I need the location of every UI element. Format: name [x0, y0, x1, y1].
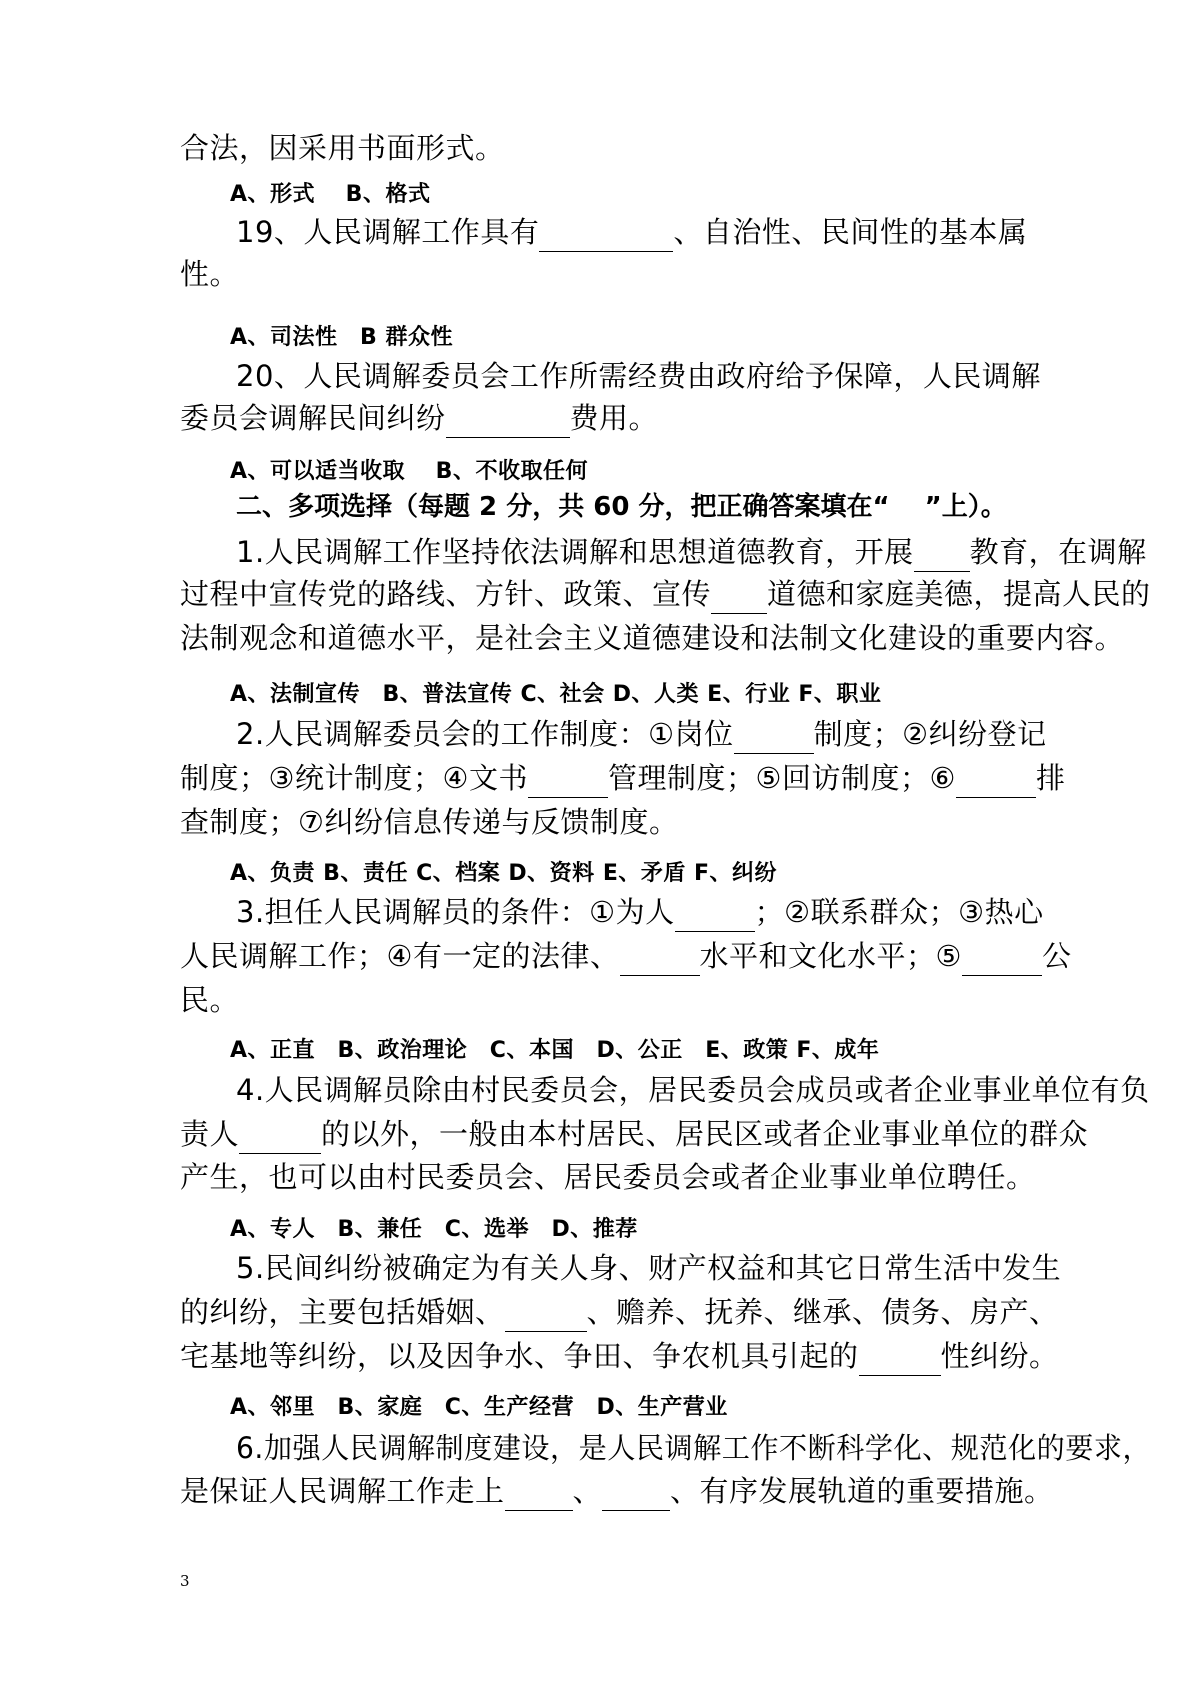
text-line: 法制观念和道德水平，是社会主义道德建设和法制文化建设的重要内容。: [180, 621, 1125, 655]
multi-question-1: 1.人民调解工作坚持依法调解和思想道德教育，开展 教育，在调解: [236, 532, 1147, 572]
text-line: 查制度；⑦纠纷信息传递与反馈制度。: [180, 805, 679, 839]
multi-question-5: 5.民间纠纷被确定为有关人身、财产权益和其它日常生活中发生: [236, 1251, 1062, 1285]
answer-blank[interactable]: [956, 763, 1036, 798]
options-m4: A、专人 B、兼任 C、选举 D、推荐: [230, 1217, 638, 1242]
text-line: 是保证人民调解工作走上 、 、有序发展轨道的重要措施。: [180, 1471, 1054, 1511]
options-m3: A、正直 B、政治理论 C、本国 D、公正 E、政策 F、成年: [230, 1038, 880, 1063]
text-line: 合法，因采用书面形式。: [180, 131, 505, 165]
text-line: 委员会调解民间纠纷 费用。: [180, 398, 658, 438]
question-19: 19、人民调解工作具有 、自治性、民间性的基本属: [236, 212, 1027, 252]
text-line: 人民调解工作；④有一定的法律、 水平和文化水平；⑤ 公: [180, 936, 1072, 976]
options-q19: A、司法性 B 群众性: [230, 325, 453, 350]
answer-blank[interactable]: [505, 1476, 573, 1511]
options-q18: A、形式 B、格式: [230, 182, 431, 207]
answer-blank[interactable]: [914, 537, 970, 572]
answer-blank[interactable]: [528, 763, 608, 798]
section-heading-multiple-choice: 二、多项选择（每题 2 分，共 60 分，把正确答案填在“ ”上）。: [236, 492, 1007, 522]
answer-blank[interactable]: [239, 1119, 321, 1154]
options-m1: A、法制宣传 B、普法宣传 C、社会 D、人类 E、行业 F、职业: [230, 682, 882, 707]
text-line: 责人 的以外，一般由本村居民、居民区或者企业事业单位的群众: [180, 1114, 1088, 1154]
options-q20: A、可以适当收取 B、不收取任何: [230, 459, 588, 484]
options-m2: A、负责 B、责任 C、档案 D、资料 E、矛盾 F、纠纷: [230, 861, 778, 886]
multi-question-2: 2.人民调解委员会的工作制度：①岗位 制度；②纠纷登记: [236, 714, 1047, 754]
question-20: 20、人民调解委员会工作所需经费由政府给予保障，人民调解: [236, 359, 1041, 393]
answer-blank[interactable]: [446, 403, 570, 438]
options-m5: A、邻里 B、家庭 C、生产经营 D、生产营业: [230, 1395, 728, 1420]
answer-blank[interactable]: [602, 1476, 670, 1511]
text-line: 的纠纷，主要包括婚姻、 、赡养、抚养、继承、债务、房产、: [180, 1292, 1059, 1332]
text-line: 制度；③统计制度；④文书 管理制度；⑤回访制度；⑥ 排: [180, 758, 1066, 798]
multi-question-3: 3.担任人民调解员的条件：①为人 ；②联系群众；③热心: [236, 892, 1044, 932]
answer-blank[interactable]: [962, 941, 1042, 976]
text-line: 产生，也可以由村民委员会、居民委员会或者企业事业单位聘任。: [180, 1160, 1036, 1194]
answer-blank[interactable]: [859, 1341, 941, 1376]
text-line: 宅基地等纠纷，以及因争水、争田、争农机具引起的 性纠纷。: [180, 1336, 1059, 1376]
answer-blank[interactable]: [539, 217, 673, 252]
answer-blank[interactable]: [734, 719, 814, 754]
text-line: 民。: [180, 983, 240, 1017]
text-line: 过程中宣传党的路线、方针、政策、宣传 道德和家庭美德，提高人民的: [180, 574, 1151, 614]
answer-blank[interactable]: [711, 579, 767, 614]
answer-blank[interactable]: [505, 1297, 587, 1332]
multi-question-4: 4.人民调解员除由村民委员会，居民委员会成员或者企业事业单位有负: [236, 1073, 1150, 1107]
text-line: 性。: [180, 257, 240, 291]
multi-question-6: 6.加强人民调解制度建设，是人民调解工作不断科学化、规范化的要求，: [236, 1431, 1152, 1465]
page-number: 3: [180, 1572, 190, 1590]
answer-blank[interactable]: [620, 941, 700, 976]
answer-blank[interactable]: [675, 897, 755, 932]
